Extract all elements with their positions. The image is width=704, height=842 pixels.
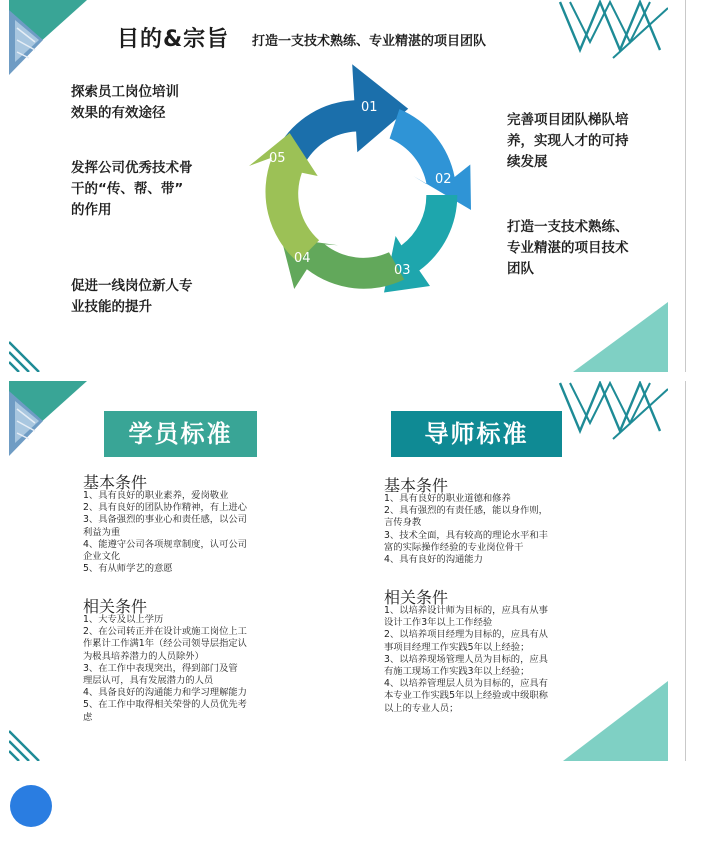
list-item: 有施工现场工作实践3年以上经验； <box>384 666 530 678</box>
mentor-standard-banner: 导师标准 <box>391 411 562 457</box>
cycle-arrow-02 <box>390 109 471 210</box>
student-basic-title: 基本条件 <box>83 473 148 492</box>
student-standard-banner: 学员标准 <box>104 411 257 457</box>
list-item: 作累计工作满1年（经公司领导层指定认 <box>83 638 247 650</box>
cycle-number-02: 02 <box>435 172 452 187</box>
stripe-decoration-bottom-left <box>9 711 69 761</box>
list-item: 事项目经理工作实践5年以上经验； <box>384 641 530 653</box>
objective-label-left-1: 探索员工岗位培训 效果的有效途径 <box>71 84 179 121</box>
list-item: 2、具有强烈的有责任感，能以身作则， <box>384 505 548 517</box>
list-item: 4、能遵守公司各项规章制度，认可公司 <box>83 538 247 550</box>
purpose-slide <box>9 0 686 372</box>
list-item: 2、以培养项目经理为目标的，应具有从 <box>384 629 548 641</box>
list-item: 4、具有良好的沟通能力 <box>384 554 483 566</box>
list-item: 4、以培养管理层人员为目标的，应具有 <box>384 678 548 690</box>
list-item: 2、具有良好的团队协作精神，有上进心 <box>83 502 247 514</box>
list-item: 虑 <box>83 711 93 723</box>
slide-edge-line <box>685 381 686 761</box>
mint-triangle-bottom-right <box>563 681 668 761</box>
slide-edge-line <box>685 0 686 372</box>
mentor-related-list <box>384 605 548 715</box>
list-item: 理层认可，具有发展潜力的人员 <box>83 675 214 687</box>
list-item: 5、有从师学艺的意愿 <box>83 563 173 575</box>
student-related-title: 相关条件 <box>83 597 148 616</box>
list-item: 富的实际操作经验的专业岗位骨干 <box>384 541 524 553</box>
mentor-basic-title: 基本条件 <box>384 476 449 495</box>
list-item: 3、具备强烈的事业心和责任感，以公司 <box>83 514 247 526</box>
objective-label-left-2: 发挥公司优秀技术骨 干的“传、帮、带” 的作用 <box>71 160 193 218</box>
cycle-number-01: 01 <box>361 100 378 115</box>
student-related-list <box>83 614 247 724</box>
standards-slide <box>9 381 686 761</box>
list-item: 企业文化 <box>83 551 121 563</box>
page-subtitle: 打造一支技术熟练、专业精湛的项目团队 <box>252 34 487 49</box>
floating-action-button[interactable] <box>10 785 52 827</box>
list-item: 本专业工作实践5年以上经验或中级职称 <box>384 690 548 702</box>
list-item: 3、技术全面，具有较高的理论水平和丰 <box>384 529 548 541</box>
page-title: 目的&宗旨 <box>117 27 230 52</box>
student-basic-list <box>83 490 247 575</box>
list-item: 3、在工作中表现突出，得到部门及管 <box>83 662 238 674</box>
objective-label-right-1: 完善项目团队梯队培 养，实现人才的可持 续发展 <box>507 112 629 170</box>
mentor-basic-list <box>384 493 548 566</box>
list-item: 3、以培养现场管理人员为目标的，应具 <box>384 653 548 665</box>
mentor-related-title: 相关条件 <box>384 588 449 607</box>
list-item: 言传身教 <box>384 517 422 529</box>
objective-label-right-2: 打造一支技术熟练、 专业精湛的项目技术 团队 <box>507 219 629 277</box>
list-item: 以上的专业人员； <box>384 702 459 714</box>
cycle-number-03: 03 <box>394 263 411 278</box>
list-item: 1、大专及以上学历 <box>83 614 164 625</box>
list-item: 2、在公司转正并在设计或施工岗位上工 <box>83 626 247 638</box>
cycle-number-04: 04 <box>294 251 311 266</box>
list-item: 1、以培养设计师为目标的，应具有从事 <box>384 605 548 616</box>
objective-label-left-3: 促进一线岗位新人专 业技能的提升 <box>71 278 193 315</box>
list-item: 1、具有良好的职业道德和修养 <box>384 493 511 504</box>
list-item: 为极具培养潜力的人员除外） <box>83 650 204 662</box>
list-item: 利益为重 <box>83 526 121 538</box>
slide-gap <box>0 372 704 381</box>
cycle-number-05: 05 <box>269 151 286 166</box>
zigzag-decoration-top-right <box>558 381 668 441</box>
list-item: 设计工作3年以上工作经验 <box>384 617 493 629</box>
corner-decoration-top-left <box>9 381 99 461</box>
list-item: 5、在工作中取得相关荣誉的人员优先考 <box>83 699 247 711</box>
list-item: 4、具备良好的沟通能力和学习理解能力 <box>83 687 247 699</box>
list-item: 1、具有良好的职业素养，爱岗敬业 <box>83 490 229 501</box>
